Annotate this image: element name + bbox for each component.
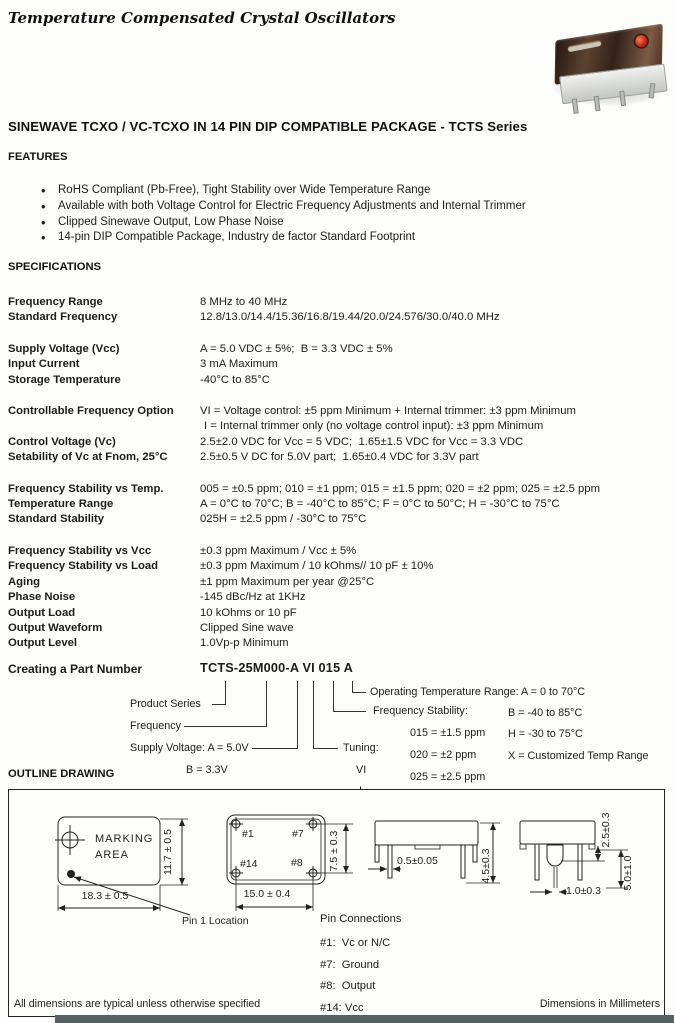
- callout-line: [184, 726, 267, 727]
- spec-row: [8, 575, 668, 590]
- callout-stability: Frequency Stability:: [373, 705, 468, 717]
- pin-label-7: #7: [292, 828, 304, 840]
- spec-row: [8, 590, 668, 605]
- callout-op-temp-h: H = -30 to 75°C: [508, 728, 583, 740]
- callout-stability-025: 025 = ±2.5 ppm: [410, 771, 486, 783]
- doc-title: Temperature Compensated Crystal Oscillators: [8, 9, 396, 27]
- spec-label: [8, 419, 200, 434]
- bottom-accent-bar: [55, 1015, 674, 1023]
- spec-row: [8, 357, 668, 372]
- pin-connection-item: #7: Ground: [320, 958, 380, 971]
- spec-label: Frequency Stability vs Vcc: [8, 544, 152, 557]
- dim-body-height: 4.5±0.3: [480, 848, 492, 884]
- spec-value: 8 MHz to 40 MHz: [200, 296, 288, 308]
- dim-top-height: 11.7 ± 0.5: [162, 829, 174, 875]
- spec-value: -145 dBc/Hz at 1KHz: [200, 591, 306, 604]
- spec-value: I = Internal trimmer only (no voltage control input): ±3 ppm Minimum: [204, 420, 544, 433]
- spec-label: Output Waveform: [8, 621, 103, 634]
- dim-pin-span-w: 15.0 ± 0.4: [243, 888, 291, 900]
- spec-row: [8, 373, 668, 388]
- spec-label: Standard Frequency: [8, 311, 118, 324]
- feature-item: • 14-pin DIP Compatible Package, Industry de factor Standard Footprint: [8, 230, 648, 246]
- callout-op-temp: Operating Temperature Range: A = 0 to 70°C: [370, 686, 586, 698]
- spec-label: Output Level: [8, 637, 78, 650]
- spec-value: VI = Voltage control: ±5 ppm Minimum + Internal trimmer: ±3 ppm Minimum: [200, 405, 576, 418]
- pin-label-8: #8: [291, 857, 303, 869]
- callout-line: [266, 681, 267, 727]
- callout-op-temp-x: X = Customized Temp Range: [508, 750, 649, 762]
- feature-item: • Clipped Sinewave Output, Low Phase Noise: [8, 215, 648, 231]
- callout-frequency: Frequency: [130, 720, 182, 732]
- spec-label: Standard Stability: [8, 513, 105, 526]
- spec-row: [8, 342, 668, 357]
- spec-row: [8, 295, 668, 310]
- spec-label: Phase Noise: [8, 591, 76, 604]
- callout-line: [333, 711, 366, 712]
- callout-line: [252, 748, 298, 749]
- spec-value: 2.5±0.5 V DC for 5.0V part; 1.65±0.4 VDC for 3.3V part: [200, 451, 479, 464]
- spec-value: 10 kOhms or 10 pF: [200, 606, 297, 619]
- oscillator-package-image: [550, 23, 672, 106]
- spec-label: Input Current: [8, 358, 80, 371]
- callout-line: [352, 692, 366, 693]
- product-photo: [546, 26, 674, 110]
- spec-value: 025H = ±2.5 ppm / -30°C to 75°C: [200, 513, 367, 526]
- callout-supply-voltage: Supply Voltage: A = 5.0V: [130, 742, 249, 754]
- spec-label: Frequency Range: [8, 296, 103, 308]
- spec-label: Setability of Vc at Fnom, 25°C: [8, 451, 168, 464]
- spec-row: [8, 636, 668, 651]
- spec-row: [8, 482, 668, 497]
- callout-op-temp-b: B = -40 to 85°C: [508, 707, 583, 719]
- pin-connections-list: [320, 933, 390, 1019]
- spec-row: [8, 310, 668, 325]
- spec-value: 3 mA Maximum: [200, 358, 278, 371]
- callout-line: [333, 681, 334, 712]
- pin-connection-item: #14: Vcc: [320, 1001, 364, 1014]
- spec-row: [8, 450, 668, 465]
- dim-top-width: 18.3 ± 0.5: [81, 890, 129, 902]
- callout-tuning: Tuning:: [343, 742, 379, 754]
- pin-label-14: #14: [240, 858, 258, 870]
- part-number-value: TCTS-25M000-A VI 015 A: [200, 661, 353, 675]
- callout-line: [212, 704, 226, 705]
- spec-row: [8, 419, 668, 434]
- pin1-location-label: Pin 1 Location: [182, 915, 249, 927]
- spec-value: 2.5±2.0 VDC for Vcc = 5 VDC; 1.65±1.5 VDC for Vcc = 3.3 VDC: [200, 435, 524, 448]
- spec-value: -40°C to 85°C: [200, 373, 270, 386]
- spec-row: [8, 544, 668, 559]
- callout-stability-020: 020 = ±2 ppm: [410, 749, 477, 761]
- spec-row: [8, 497, 668, 512]
- spec-label: Temperature Range: [8, 498, 114, 511]
- spec-row: [8, 559, 668, 574]
- spec-row: [8, 404, 668, 419]
- spec-table: [8, 295, 668, 652]
- spec-value: A = 0°C to 70°C; B = -40°C to 85°C; F = 0°C to 50°C; H = -30°C to 75°C: [200, 498, 560, 511]
- spec-value: ±0.3 ppm Maximum / 10 kOhms// 10 pF ± 10%: [200, 560, 434, 573]
- marking-area-line1: MARKING: [95, 833, 154, 845]
- callout-supply-voltage-b: B = 3.3V: [186, 764, 228, 776]
- callout-tuning-vi: VI: [356, 764, 367, 776]
- callout-line: [313, 681, 314, 749]
- callout-stability-015: 015 = ±1.5 ppm: [410, 727, 486, 739]
- feature-item: • RoHS Compliant (Pb-Free), Tight Stability over Wide Temperature Range: [8, 183, 648, 199]
- spec-label: Storage Temperature: [8, 373, 121, 386]
- spec-value: A = 5.0 VDC ± 5%; B = 3.3 VDC ± 5%: [200, 342, 393, 355]
- spec-row: [8, 621, 668, 636]
- dim-pin-length: 5.0±1.0: [622, 855, 634, 891]
- spec-value: 005 = ±0.5 ppm; 010 = ±1 ppm; 015 = ±1.5 ppm; 020 = ±2 ppm; 025 = ±2.5 ppm: [200, 482, 600, 495]
- spec-label: Frequency Stability vs Temp.: [8, 482, 164, 495]
- spec-label: Controllable Frequency Option: [8, 405, 174, 418]
- spec-value: 1.0Vp-p Minimum: [200, 637, 289, 650]
- marking-area-line2: AREA: [95, 849, 129, 861]
- spec-label: Frequency Stability vs Load: [8, 560, 159, 573]
- pin-label-1: #1: [242, 828, 254, 840]
- spec-value: Clipped Sine wave: [200, 621, 294, 634]
- part-number-label: Creating a Part Number: [8, 662, 143, 676]
- spec-row: [8, 435, 668, 450]
- spec-row: [8, 606, 668, 621]
- dim-pin-thickness: 0.5±0.05: [397, 855, 438, 867]
- callout-line: [297, 681, 298, 749]
- spec-value: 12.8/13.0/14.4/15.36/16.8/19.44/20.0/24.576/30.0/40.0 MHz: [200, 311, 500, 324]
- dim-pin-span-h: 7.5 ± 0.3: [328, 830, 340, 872]
- features-heading: FEATURES: [8, 151, 68, 163]
- spec-value: ±0.3 ppm Maximum / Vcc ± 5%: [200, 544, 357, 557]
- pin-connection-item: #8: Output: [320, 980, 376, 992]
- pin-connection-item: #1: Vc or N/C: [320, 937, 391, 949]
- spec-label: Supply Voltage (Vcc): [8, 342, 120, 355]
- spec-label: Control Voltage (Vc): [8, 435, 116, 448]
- spec-label: Aging: [8, 575, 40, 588]
- note-dimensions-units: Dimensions in Millimeters: [539, 998, 660, 1010]
- pin-connections-title: Pin Connections: [320, 913, 402, 925]
- outline-heading: OUTLINE DRAWING: [8, 768, 115, 780]
- callout-line: [225, 681, 226, 705]
- feature-item: • Available with both Voltage Control for Electric Frequency Adjustments and Internal Trimmer: [8, 199, 648, 215]
- dim-pin-width: 1.0±0.3: [566, 885, 601, 897]
- callout-line: [313, 748, 338, 749]
- features-list: [8, 183, 648, 246]
- dim-standoff: 2.5±0.3: [600, 812, 612, 848]
- main-heading: SINEWAVE TCXO / VC-TCXO IN 14 PIN DIP COMPATIBLE PACKAGE - TCTS Series: [8, 119, 528, 134]
- specifications-heading: SPECIFICATIONS: [8, 261, 102, 273]
- callout-product-series: Product Series: [130, 698, 201, 710]
- spec-value: ±1 ppm Maximum per year @25°C: [200, 575, 375, 588]
- spec-label: Output Load: [8, 606, 76, 619]
- spec-row: [8, 512, 668, 527]
- note-dimensions-typical: All dimensions are typical unless otherwise specified: [14, 998, 261, 1010]
